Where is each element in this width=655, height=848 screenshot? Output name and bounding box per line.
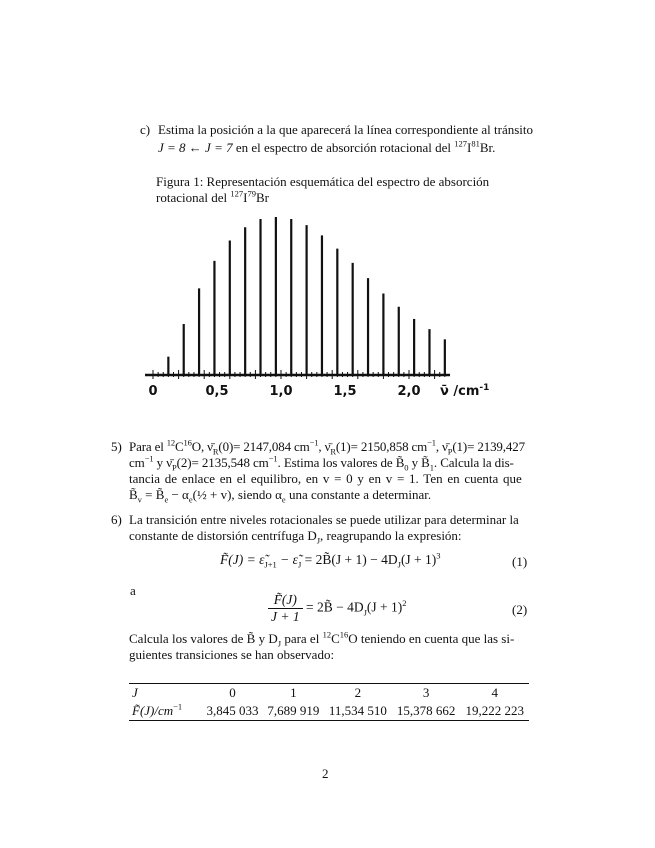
- equation-1: F̃(J) = $\varepsiloñ_{J+1}$ − $\varepsiloñ_J$ = 2B̃(J + $1) - 4D_J(J + 1)^3$: [220, 550, 441, 570]
- q6-line2: constante de distorsión centrífuga $D_J$, reagrupando la expresión:: [129, 528, 462, 546]
- page-number: 2: [322, 766, 329, 781]
- table-cell: 0: [202, 684, 263, 703]
- figure-caption-line1: Figura 1: Representación esquemática del espectro de absorción: [156, 174, 490, 189]
- equation-2-number: (2): [512, 602, 528, 617]
- table-cell: 4: [460, 684, 529, 703]
- q6-line1: La transición entre niveles rotacionales se puede utilizar para determinar la: [129, 512, 519, 527]
- question-6: [111, 512, 531, 544]
- transitions-table: [129, 683, 529, 721]
- table-cell: 2: [324, 684, 392, 703]
- table-cell: 15,378 662: [392, 702, 461, 721]
- item-c-transition: J = 8 ← J = 7: [158, 140, 233, 155]
- equation-2-fraction: $\frac{F̃(J)}{J + 1}$: [268, 592, 303, 625]
- question-5: [111, 439, 531, 503]
- figure-caption: [156, 174, 516, 206]
- q5-number: 5): [111, 439, 122, 454]
- table-cell: 11,534 510: [324, 702, 392, 721]
- x-axis-label: ν̄ $/cm^{-1}$: [440, 383, 490, 399]
- item-c: [140, 122, 540, 156]
- table-label-f: $F̃(J)/cm^{-1}$: [129, 702, 202, 721]
- spectrum-chart: [140, 205, 520, 405]
- tick-label: 1,0: [269, 384, 293, 399]
- q5-line4: $B̃_v$ = $B̃_e$ − $\alpha_e(\frac{1}{2} + v)$, siendo $\alpha_e$ una constante a determinar.: [129, 487, 432, 505]
- q5-line1: Para el $^{12}C^{16}O$, $\nū_R(0)= 2147,084$ $cm^{-1}$, $\nū_R(1)= 2150,858$ $cm^{-1}$, $\nū_P(1)= 2139,427$: [129, 437, 525, 457]
- equation-1-number: (1): [512, 554, 528, 569]
- table-label-j: J: [129, 684, 202, 703]
- tick-label: 1,5: [333, 384, 357, 399]
- equation-2: $\frac{F̃(J)}{J + 1}$ = 2B̃ − $4D_J(J + 1)^2$: [268, 592, 407, 625]
- table-cell: 7,689 919: [263, 702, 324, 721]
- q6-line3: Calcula los valores de B̃ y $D_J$ para el $^{12}C^{16}O$ teniendo en cuenta que las si-: [129, 629, 515, 649]
- table-cell: 3: [392, 684, 461, 703]
- tick-label: 0,5: [205, 384, 229, 399]
- tick-label: 2,0: [397, 384, 421, 399]
- table-cell: 3,845 033: [202, 702, 263, 721]
- table-row-j: [129, 684, 529, 703]
- item-c-marker: c): [140, 122, 151, 137]
- q6-line4: guientes transiciones se han observado:: [129, 647, 335, 662]
- q6-continuation: [129, 631, 529, 663]
- q6-number: 6): [111, 512, 122, 527]
- q5-line3: tancia de enlace en el equilibro, en v = 0 y en v = 1. Ten en cuenta que: [129, 471, 522, 486]
- figure-caption-line2: rotacional del $^{127}I^{79}Br$: [156, 188, 269, 205]
- table-cell: 19,222 223: [460, 702, 529, 721]
- table-cell: 1: [263, 684, 324, 703]
- tick-label: 0: [148, 384, 158, 399]
- item-c-line1: Estima la posición a la que aparecerá la línea correspondiente al tránsito: [158, 122, 534, 137]
- q5-line2: $cm^{-1}$ y $\nū_P(2)= 2135,548$ $cm^{-1}$. Estima los valores de $B̃_0$ y $B̃_1$. Calcula la dis-: [129, 453, 514, 473]
- item-c-line2: J = 8 ← J = 7 en el espectro de absorción rotacional del $^{127}I^{81}Br$.: [158, 138, 496, 155]
- table-row-f: [129, 702, 529, 721]
- connector-a: a: [130, 583, 136, 598]
